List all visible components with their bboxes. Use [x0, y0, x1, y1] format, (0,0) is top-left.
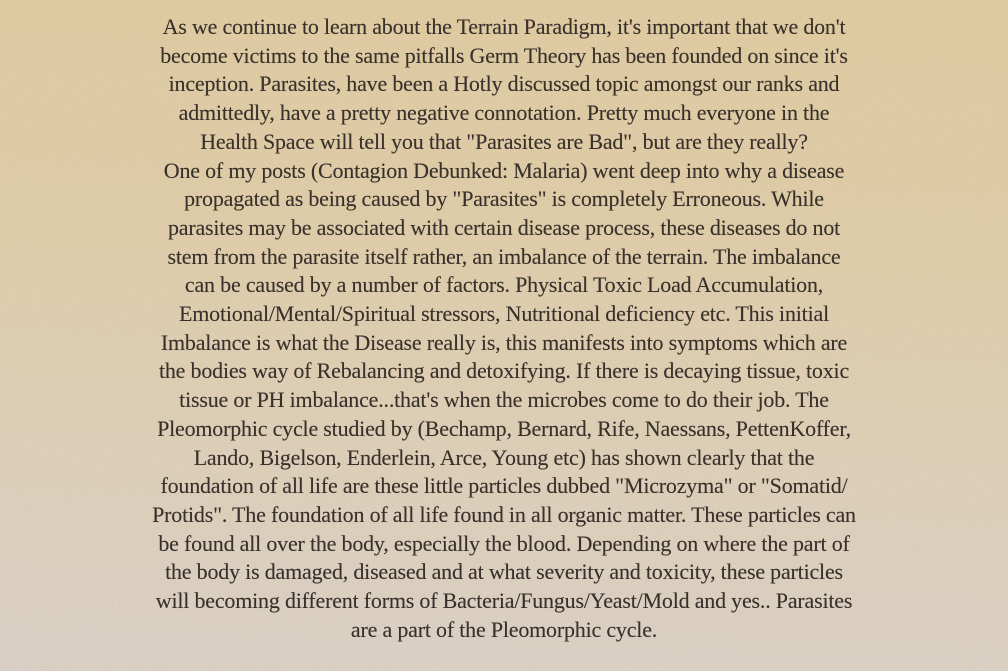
text-line: Health Space will tell you that "Parasites are Bad", but are they really?: [200, 128, 808, 154]
text-line: Emotional/Mental/Spiritual stressors, Nutritional deficiency etc. This initial: [179, 301, 829, 327]
post-text: [0, 13, 1008, 644]
text-line: Pleomorphic cycle studied by (Bechamp, Bernard, Rife, Naessans, PettenKoffer,: [157, 415, 851, 441]
text-line: Lando, Bigelson, Enderlein, Arce, Young etc) has shown clearly that the: [193, 444, 815, 470]
text-line: stem from the parasite itself rather, an imbalance of the terrain. The imbalance: [167, 243, 841, 269]
text-line: the bodies way of Rebalancing and detoxifying. If there is decaying tissue, toxic: [158, 358, 850, 384]
text-line: become victims to the same pitfalls Germ Theory has been founded on since it's: [160, 42, 848, 68]
text-line: the body is damaged, diseased and at what severity and toxicity, these particles: [165, 559, 843, 585]
text-line: parasites may be associated with certain disease process, these diseases do not: [167, 214, 841, 240]
text-line: foundation of all life are these little particles dubbed "Microzyma" or "Somatid/: [160, 473, 848, 499]
text-line: Imbalance is what the Disease really is, this manifests into symptoms which are: [160, 329, 848, 355]
text-line: be found all over the body, especially the blood. Depending on where the part of: [158, 530, 850, 556]
text-line: tissue or PH imbalance...that's when the microbes come to do their job. The: [179, 387, 829, 413]
text-line: Protids". The foundation of all life found in all organic matter. These particles can: [152, 501, 856, 527]
text-line: can be caused by a number of factors. Physical Toxic Load Accumulation,: [184, 272, 824, 298]
text-line: admittedly, have a pretty negative connotation. Pretty much everyone in the: [178, 100, 830, 126]
text-line: inception. Parasites, have been a Hotly discussed topic amongst our ranks and: [168, 71, 840, 97]
text-line: propagated as being caused by "Parasites" is completely Erroneous. While: [184, 186, 824, 212]
text-line: will becoming different forms of Bacteria/Fungus/Yeast/Mold and yes.. Parasites: [155, 588, 853, 614]
text-line: As we continue to learn about the Terrain Paradigm, it's important that we don't: [162, 14, 846, 39]
text-line: One of my posts (Contagion Debunked: Malaria) went deep into why a disease: [163, 157, 845, 183]
text-line: are a part of the Pleomorphic cycle.: [350, 616, 658, 642]
